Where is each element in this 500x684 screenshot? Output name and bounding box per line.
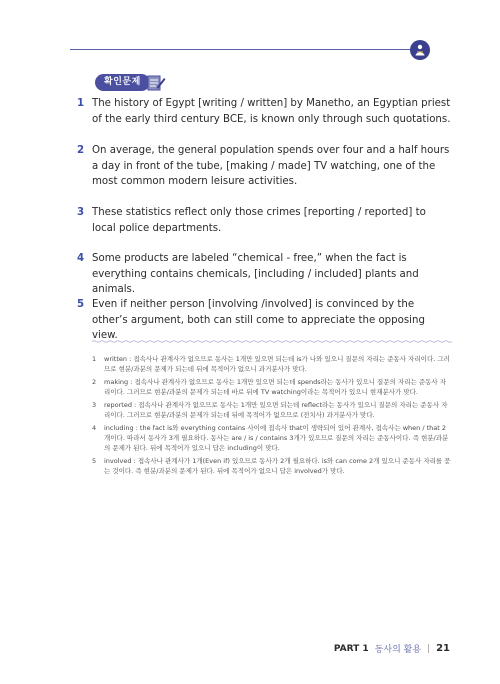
note-item	[92, 456, 452, 476]
question-text: The history of Egypt [writing / written] by Manetho, an Egyptian priest of the early third century BCE, is known only through such quotations.	[92, 98, 451, 125]
question-number: 4	[77, 253, 85, 264]
note-item	[92, 423, 452, 453]
note-item	[92, 354, 452, 374]
note-number: 3	[92, 401, 97, 409]
question-text: Even if neither person [involving /involved] is convinced by the other’s argument, both can still come to appreciate the opposing view.	[92, 299, 425, 341]
page-footer	[334, 642, 450, 655]
footer-separator: |	[427, 643, 431, 654]
section-badge: 확인문제	[95, 74, 150, 91]
question-1	[77, 96, 452, 127]
note-text: reported : 접속사나 관계사가 없으므로 동사는 1개만 있으면 되는데 reflect라는 동사가 있으니 질문의 자리는 준동사 자리이다. 그러므로 현분/과분의 문제가 되는데 뒤에 목적어가 없으므로 (전치사) 과거분사가 맞다.	[104, 401, 448, 419]
question-number: 3	[77, 207, 85, 218]
question-3	[77, 205, 452, 236]
header-emblem	[410, 40, 430, 60]
note-number: 2	[92, 378, 97, 386]
note-number: 4	[92, 424, 97, 432]
question-text: Some products are labeled “chemical - free,” when the fact is everything contains chemicals, [including / included] plants and animals.	[92, 253, 419, 295]
note-text: including : the fact is와 everything contains 사이에 접속사 that이 생략되어 있어 관계사, 접속사는 when / that 2개이다. 따라서 동사가 3개 필요하다. 동사는 are / is / contains 3개가 있으므로 질문의 자리는 준동사이다. 즉 현분/과분의 문제가 된다. 뒤에 목적어가 있으니 답은 including이 맞다.	[104, 424, 449, 452]
page-number: 21	[436, 643, 450, 654]
note-number: 1	[92, 355, 97, 363]
question-number: 5	[77, 299, 85, 310]
footer-chapter: 동사의 활용	[374, 645, 422, 655]
note-text: involved : 접속사나 관계사가 1개(Even if) 있으므로 동사가 2개 필요하다. is와 can come 2개 있으니 준동사 자리를 묻는 것이다. 즉 현분/과분의 문제가 된다. 뒤에 목적어가 없으니 답은 involved가 맞다.	[104, 457, 451, 475]
note-text: making : 접속사나 관계사가 없으므로 동사는 1개만 있으면 되는데 spends라는 동사가 있으니 질문의 자리는 준동사 자리이다. 그러므로 현분/과분의 문제가 되는데 바로 뒤에 TV watching이라는 목적어가 있으니 현재분사가 맞다.	[104, 378, 447, 396]
note-item	[92, 377, 452, 397]
notepad-pencil-icon	[146, 72, 166, 92]
note-item	[92, 400, 452, 420]
note-number: 5	[92, 457, 97, 465]
question-number: 1	[77, 98, 85, 109]
question-text: On average, the general population spends over four and a half hours a day in front of the tube, [making / made] TV watching, one of the most common modern leisure activities.	[92, 145, 450, 187]
person-icon	[413, 43, 427, 57]
wavy-divider	[92, 340, 452, 343]
question-5	[77, 297, 452, 344]
question-number: 2	[77, 145, 85, 156]
note-text: written : 접속사나 관계사가 없으므로 동사는 1개만 있으면 되는데 is가 나와 있으니 질문의 자리는 준동사 자리이다. 그러므로 현분/과분의 문제가 되는데 뒤에 목적어가 없으니 과거분사가 맞다.	[104, 355, 450, 373]
footer-part: PART 1	[333, 643, 369, 654]
answer-notes	[92, 354, 452, 479]
header-rule	[70, 49, 415, 50]
question-text: These statistics reflect only those crimes [reporting / reported] to local police departments.	[92, 207, 426, 234]
question-4	[77, 251, 452, 298]
question-2	[77, 143, 452, 190]
